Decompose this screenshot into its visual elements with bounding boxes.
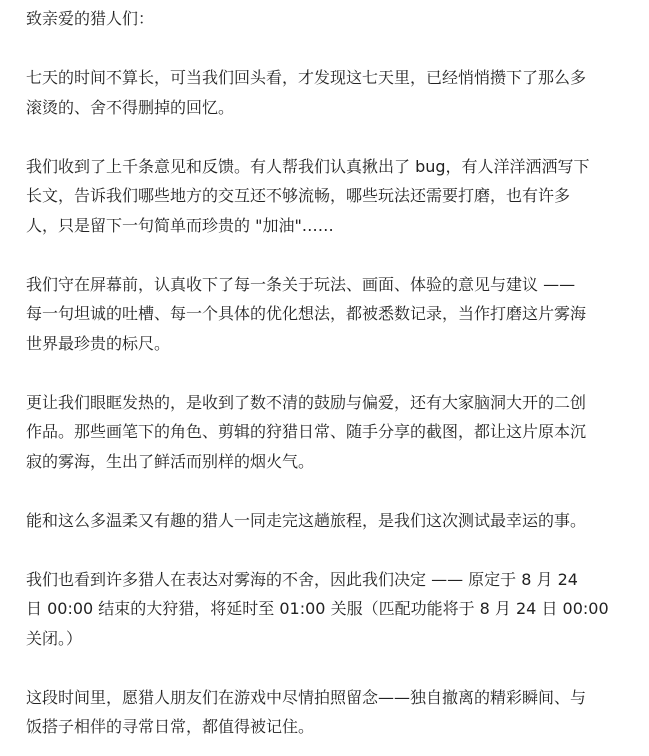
- text-line: 长文，告诉我们哪些地方的交互还不够流畅，哪些玩法还需要打磨，也有许多: [26, 186, 571, 205]
- paragraph-spacer: [26, 358, 624, 388]
- text-line: 我们也看到许多猎人在表达对雾海的不舍，因此我们决定 —— 原定于 8 月 24: [26, 569, 578, 589]
- paragraph-spacer: [26, 653, 624, 683]
- text-line: 能和这么多温柔又有趣的猎人一同走完这趟旅程，是我们这次测试最幸运的事。: [26, 510, 587, 530]
- paragraph-spacer: [26, 535, 624, 565]
- paragraph-spacer: [26, 240, 624, 270]
- paragraph-photos: [26, 683, 624, 742]
- paragraph-feedback: [26, 152, 624, 241]
- text-line: 每一句坦诚的吐槽、每一个具体的优化想法，都被悉数记录，当作打磨这片雾海: [26, 304, 587, 323]
- text-line: 寂的雾海，生出了鲜活而别样的烟火气。: [26, 451, 315, 471]
- text-line: 作品。那些画笔下的角色、剪辑的狩猎日常、随手分享的截图，都让这片原本沉: [26, 422, 587, 441]
- text-line: 我们收到了上千条意见和反馈。有人帮我们认真揪出了 bug，有人洋洋洒洒写下: [26, 156, 590, 176]
- text-line: 饭搭子相伴的寻常日常，都值得被记住。: [26, 717, 315, 736]
- text-line: 滚烫的、舍不得删掉的回忆。: [26, 97, 235, 117]
- paragraph-encouragement: [26, 388, 624, 477]
- paragraph-seven-days: [26, 63, 624, 122]
- paragraph-extension-notice: [26, 565, 624, 654]
- text-line: 关闭。）: [26, 628, 83, 648]
- text-line: 我们守在屏幕前，认真收下了每一条关于玩法、画面、体验的意见与建议 ——: [26, 274, 576, 294]
- text-line: 世界最珍贵的标尺。: [26, 333, 171, 353]
- text-line: 这段时间里，愿猎人朋友们在游戏中尽情拍照留念——独自撤离的精彩瞬间、与: [26, 687, 587, 707]
- paragraph-suggestions: [26, 270, 624, 359]
- text-line: 七天的时间不算长，可当我们回头看，才发现这七天里，已经悄悄攒下了那么多: [26, 68, 587, 87]
- text-line: 人，只是留下一句简单而珍贵的 "加油"……: [26, 215, 334, 235]
- letter-body: [26, 4, 624, 742]
- paragraph-journey: [26, 506, 624, 536]
- greeting: [26, 4, 624, 34]
- text-line: 日 00:00 结束的大狩猎，将延时至 01:00 关服（匹配功能将于 8 月 24 日 00:00: [26, 599, 609, 618]
- paragraph-spacer: [26, 476, 624, 506]
- greeting-line: 致亲爱的猎人们：: [26, 9, 155, 28]
- paragraph-spacer: [26, 34, 624, 64]
- paragraph-spacer: [26, 122, 624, 152]
- text-line: 更让我们眼眶发热的，是收到了数不清的鼓励与偏爱，还有大家脑洞大开的二创: [26, 392, 587, 412]
